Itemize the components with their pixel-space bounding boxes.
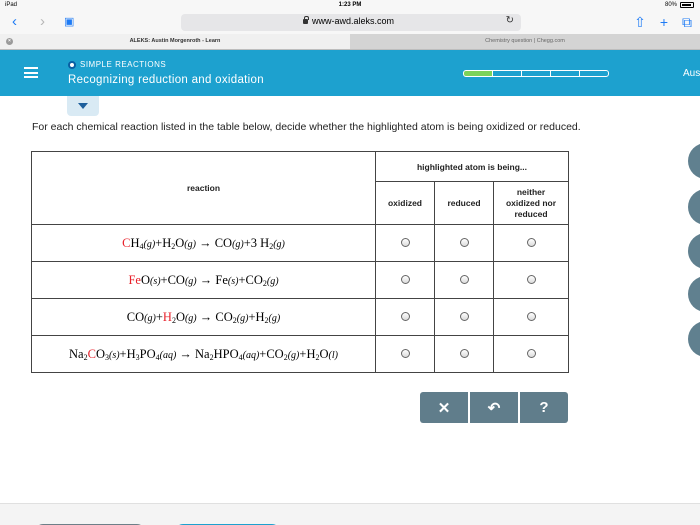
browser-actions [634,14,692,31]
page-title: Recognizing reduction and oxidation [68,74,264,86]
reduced-option[interactable] [435,225,494,262]
radio-button[interactable] [527,238,536,247]
reduced-option[interactable] [435,299,494,336]
back-icon[interactable]: ‹ [12,13,17,30]
progress-segment [579,70,609,77]
radio-button[interactable] [401,312,410,321]
device-label: iPad [5,2,18,8]
col-header-neither: neither oxidized nor reduced [494,182,569,225]
col-header-reduced: reduced [435,182,494,225]
reaction-equation-1: $CH_4(g)+H_2O(g) \to CO(g)+3$ $H_2(g)$ [32,225,376,262]
oxidized-option[interactable] [376,336,435,373]
neither-option[interactable] [494,336,569,373]
radio-button[interactable] [401,275,410,284]
col-header-oxidized: oxidized [376,182,435,225]
answer-actions [420,392,568,423]
tab-label: ALEKS: Austin Morgenroth - Learn [129,38,221,44]
table-row [32,336,569,373]
radio-button[interactable] [527,312,536,321]
table-row [32,299,569,336]
oxidized-option[interactable] [376,262,435,299]
side-tool-button[interactable] [688,321,700,357]
address-bar[interactable] [181,14,521,31]
radio-button[interactable] [401,349,410,358]
lock-icon [303,19,308,24]
bookmarks-icon[interactable]: ▣ [64,16,75,28]
aleks-header [0,50,700,96]
browser-tab-aleks[interactable] [0,34,350,49]
progress-bar [463,70,609,77]
neither-option[interactable] [494,299,569,336]
bottom-bar [0,503,700,525]
topic-row [68,60,166,69]
col-header-reaction: reaction [32,152,376,225]
reaction-equation-4: $Na_2CO_3(s)+H_3PO_4(aq) \to Na_2HPO_4(aq)+CO_2(g)+H_2O(l)$ [32,336,376,373]
side-tool-button[interactable] [688,233,700,269]
new-tab-icon[interactable]: + [659,14,668,30]
radio-button[interactable] [460,275,469,284]
reaction-equation-2: $FeO(s)+CO(g) \to Fe(s)+CO_2(g)$ [32,262,376,299]
oxidized-option[interactable] [376,225,435,262]
neither-option[interactable] [494,262,569,299]
reaction-table [31,151,569,373]
radio-button[interactable] [460,312,469,321]
topic-indicator-icon [68,61,76,69]
progress-segment [521,70,551,77]
question-instruction: For each chemical reaction listed in the table below, decide whether the highlighted atom is being oxidized or reduced. [32,121,581,133]
col-header-group: highlighted atom is being... [376,152,569,182]
radio-button[interactable] [460,349,469,358]
url-text: www-awd.aleks.com [312,16,395,26]
side-tool-button[interactable] [688,276,700,312]
browser-tab-bar [0,34,700,50]
share-icon[interactable]: ⇧ [634,14,646,30]
browser-tab-chegg[interactable] [350,34,700,49]
status-right [665,2,694,8]
reload-icon[interactable]: ↻ [505,15,514,26]
table-row [32,225,569,262]
oxidized-option[interactable] [376,299,435,336]
radio-button[interactable] [401,238,410,247]
table-row [32,262,569,299]
undo-button[interactable]: ↶ [470,392,518,423]
tabs-icon[interactable]: ⧉ [682,14,692,30]
side-tool-button[interactable] [688,189,700,225]
reduced-option[interactable] [435,336,494,373]
close-tab-icon[interactable]: × [6,38,13,45]
neither-option[interactable] [494,225,569,262]
collapse-toggle-button[interactable] [67,96,99,116]
clear-button[interactable]: ✕ [420,392,468,423]
battery-icon [680,2,694,8]
progress-segment [492,70,522,77]
radio-button[interactable] [460,238,469,247]
user-name[interactable]: Aus [683,68,700,79]
side-tool-button[interactable] [688,143,700,179]
menu-icon[interactable] [24,67,38,78]
progress-segment [550,70,580,77]
battery-percent: 80% [664,2,677,8]
clock: 1:23 PM [338,2,362,8]
ios-status-bar [0,0,700,12]
radio-button[interactable] [527,275,536,284]
topic-label: SIMPLE REACTIONS [80,60,167,69]
radio-button[interactable] [527,349,536,358]
forward-icon[interactable]: › [40,13,45,30]
browser-toolbar [0,12,700,34]
reaction-equation-3: $CO(g)+H_2O(g) \to CO_2(g)+H_2(g)$ [32,299,376,336]
progress-segment [463,70,493,77]
tab-label: Chemistry question | Chegg.com [485,38,565,44]
help-button[interactable]: ? [520,392,568,423]
reduced-option[interactable] [435,262,494,299]
